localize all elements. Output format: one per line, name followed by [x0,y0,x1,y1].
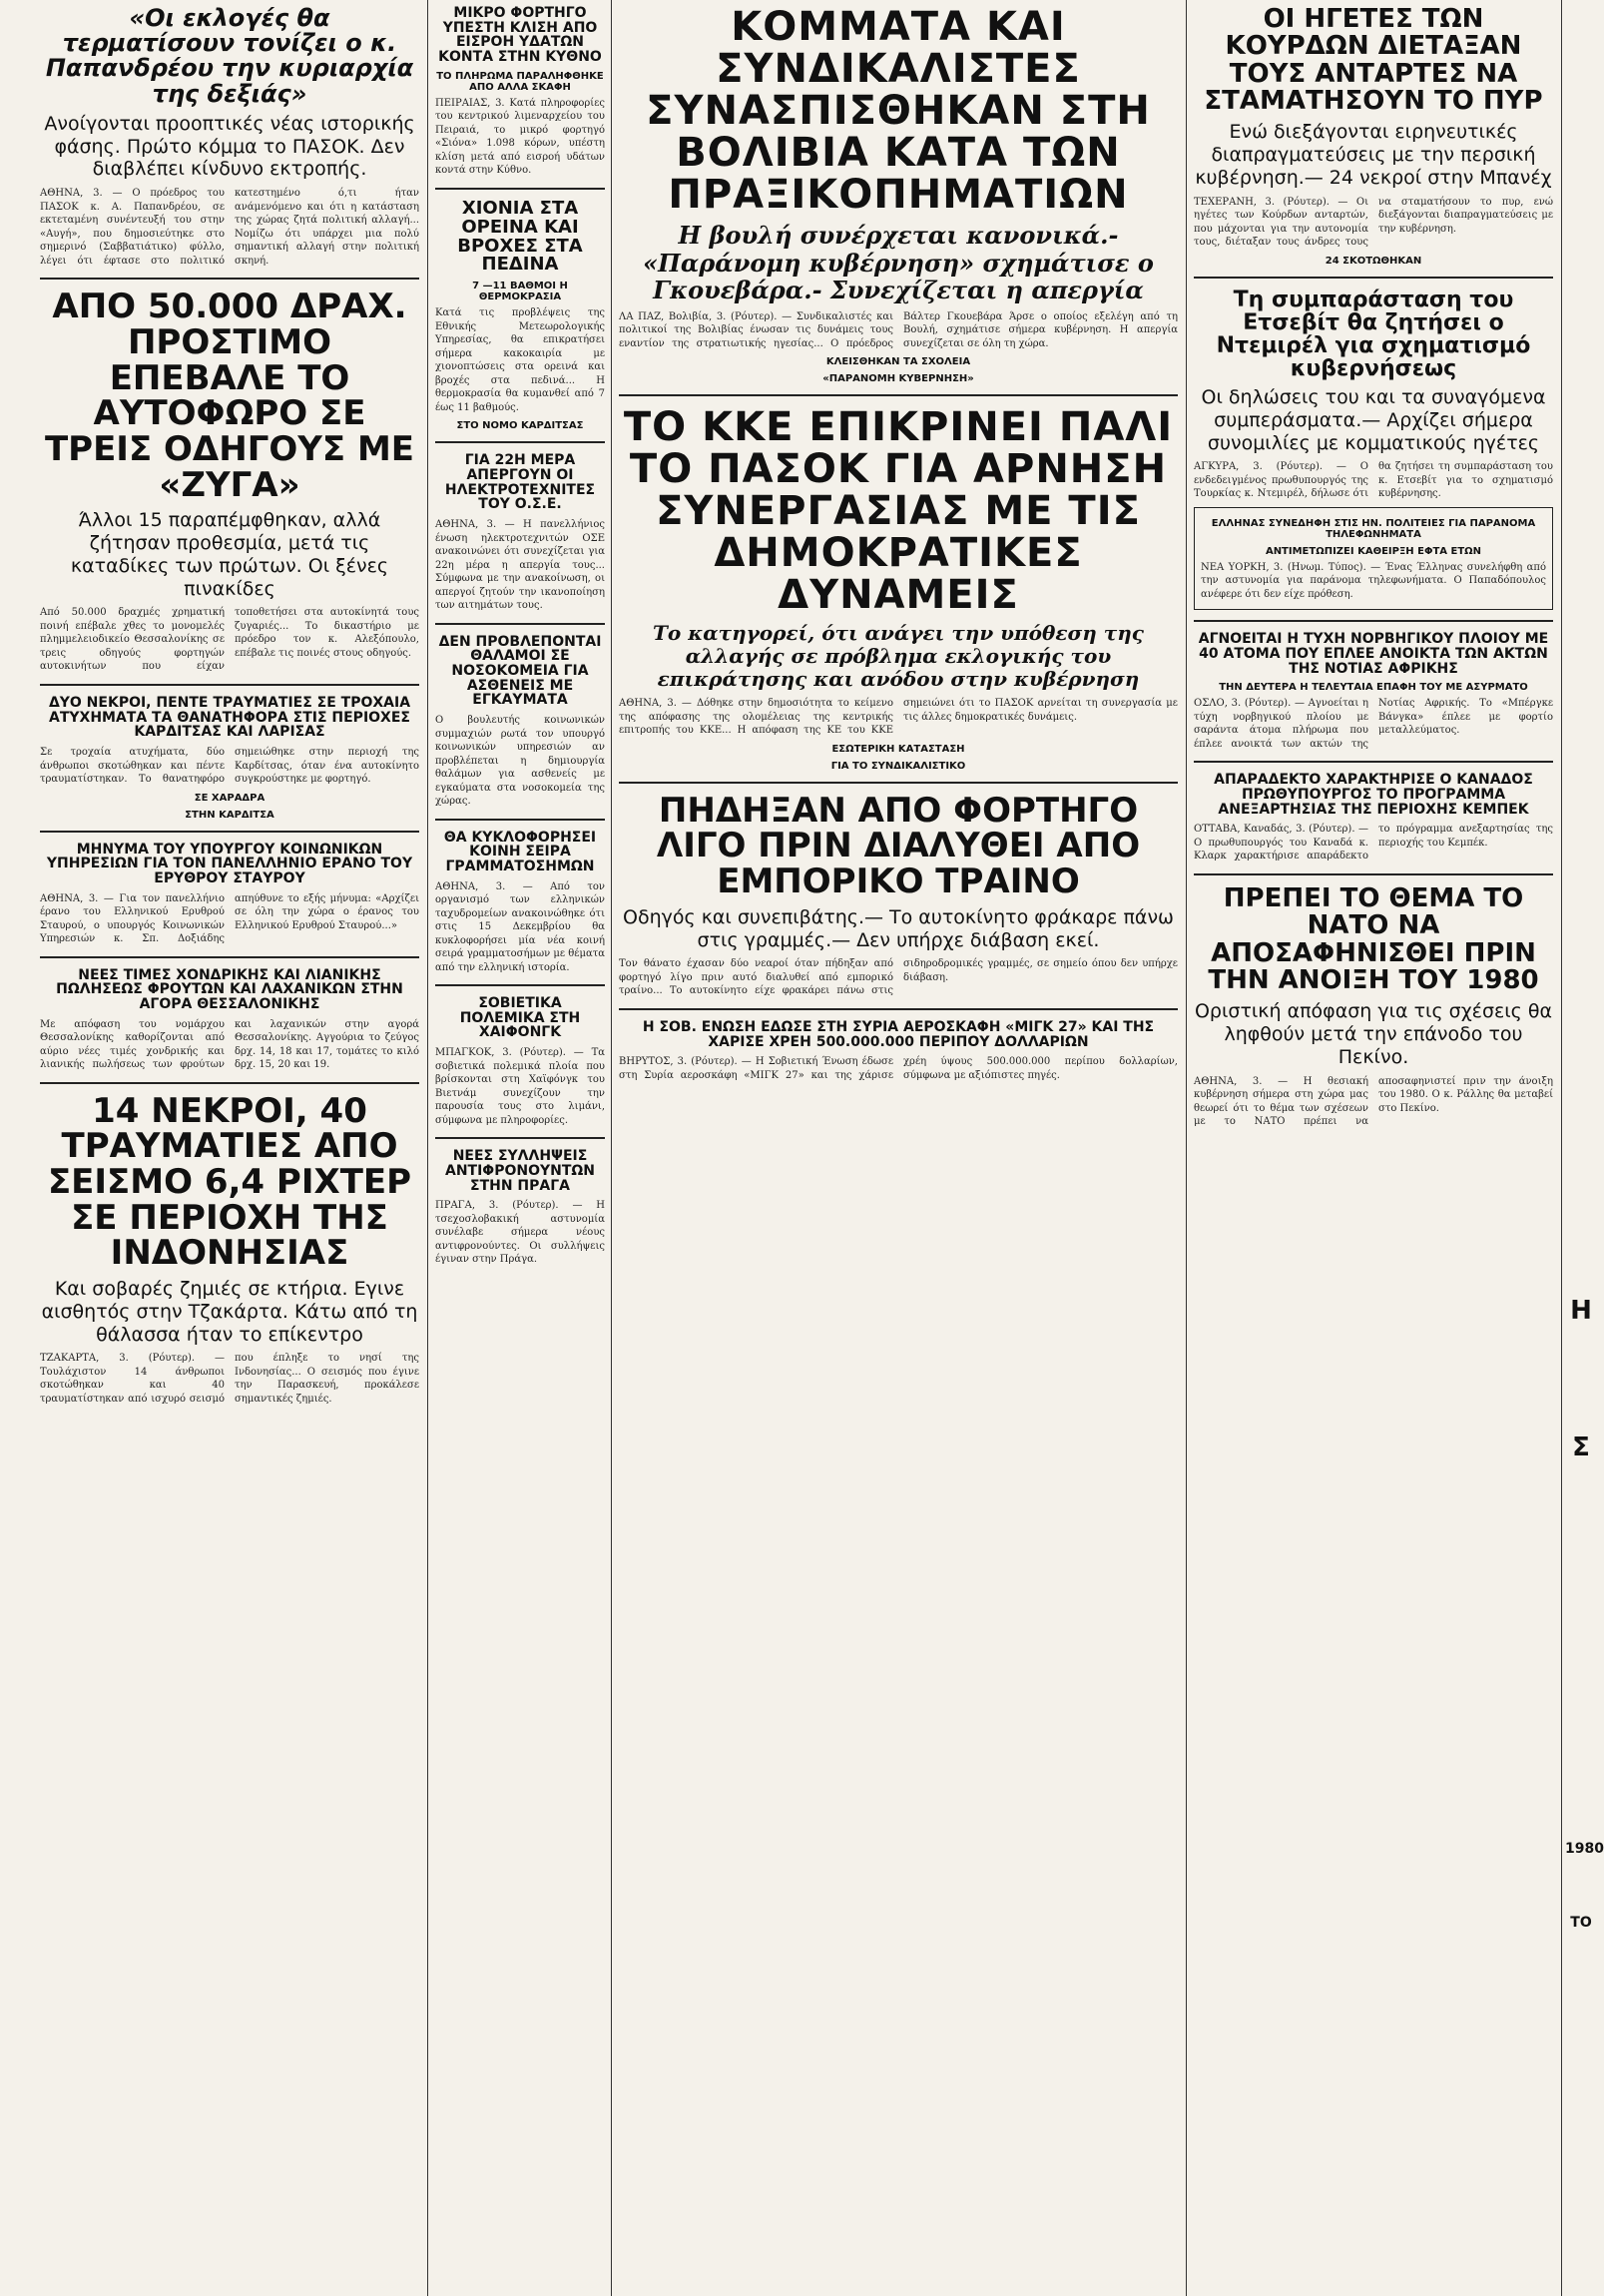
section-label: 7 —11 ΒΑΘΜΟΙ Η ΘΕΡΜΟΚΡΑΣΙΑ [472,281,568,303]
subheadline: Και σοβαρές ζημιές σε κτήρια. Εγινε αισθητός στην Τζακάρτα. Κάτω από τη θάλασσα ήταν το επίκεντρο [41,1278,418,1346]
subheadline: Άλλοι 15 παραπέμφθηκαν, αλλά ζήτησαν προθεσμία, μετά τις καταδίκες των πρώτων. Οι ξένες πινακίδες [70,509,389,600]
article-body: Τον θάνατο έχασαν δύο νεαροί όταν πήδηξαν από φορτηγό λίγο πριν αυτό διαλυθεί από εμπορικό τραίνο... Το αυτοκίνητο είχε φρακάρει πάνω στις σιδηροδρομικές γραμμές, σε σημείο όπου δεν υπήρχε διάβαση. [619,958,1178,997]
subheadline: Οι δηλώσεις του και τα συναγόμενα συμπεράσματα.— Αρχίζει σήμερα συνομιλίες με κομματικούς ηγέτες [1201,385,1546,454]
article-body: Σε τροχαία ατυχήματα, δύο άνθρωποι σκοτώθηκαν και πέντε τραυματίστηκαν. Το θανατηφόρο σημειώθηκε στην περιοχή της Καρδίτσας, όταν ένα αυτοκίνητο συγκρούστηκε με φορτηγό. [40,747,419,786]
headline: ΑΠΑΡΑΔΕΚΤΟ ΧΑΡΑΚΤΗΡΙΣΕ Ο ΚΑΝΑΔΟΣ ΠΡΩΘΥΠΟΥΡΓΟΣ ΤΟ ΠΡΟΓΡΑΜΜΑ ΑΝΕΞΑΡΤΗΣΙΑΣ ΤΗΣ ΠΕΡΙΟΧΗΣ ΚΕΜΠΕΚ [1214,772,1533,818]
headline: ΚΟΜΜΑΤΑ ΚΑΙ ΣΥΝΔΙΚΑΛΙΣΤΕΣ ΣΥΝΑΣΠΙΣΘΗΚΑΝ ΣΤΗ ΒΟΛΙΒΙΑ ΚΑΤΑ ΤΩΝ ΠΡΑΞΙΚΟΠΗΜΑΤΙΩΝ [646,4,1151,218]
divider [40,831,419,833]
edge-fragment: ΤΟ [1570,1915,1592,1932]
article-body: ΑΘΗΝΑ, 3. — Από τον οργανισμό των ελληνικών ταχυδρομείων ανακοινώθηκε ότι στις 15 Δεκεμβρίου θα κυκλοφορήσει μία νέα κοινή σειρά γραμματοσήμων με θέματα από την ελληνική ιστορία. [435,880,605,973]
edge-fragment: Σ [1572,1433,1590,1463]
article-body: ΑΘΗΝΑ, 3. — Δόθηκε στην δημοσιότητα το κείμενο της απόφασης της ολομέλειας της κεντρικής επιτροπής του ΚΚΕ... Η απόφαση της ΚΕ του ΚΚΕ σημειώνει ότι το ΠΑΣΟΚ αρνείται τη συνεργασία με τις άλλες δημοκρατικές δυνάμεις. [619,698,1178,737]
section-label: ΓΙΑ ΤΟ ΣΥΝΔΙΚΑΛΙΣΤΙΚΟ [830,760,966,772]
article-body: Ο βουλευτής κοινωνικών συμμαχιών ρωτά τον υπουργό κοινωνικών υπηρεσιών αν προβλέπεται η δημιουργία θαλάμων για ασθενείς με εγκαύματα στα νοσοκομεία της χώρας. [435,715,605,807]
edge-fragment: 1980 [1565,1840,1604,1857]
article-body: ΟΤΤΑΒΑ, Καναδάς, 3. (Ρόυτερ). — Ο πρωθυπουργός του Καναδά κ. Κλαρκ χαρακτήρισε απαράδεκτο το πρόγραμμα ανεξαρτησίας της περιοχής του Κεμπέκ. [1194,824,1553,862]
headline: ΝΕΕΣ ΣΥΛΛΗΨΕΙΣ ΑΝΤΙΦΡΟΝΟΥΝΤΩΝ ΣΤΗΝ ΠΡΑΓΑ [444,1148,595,1194]
headline: ΠΡΕΠΕΙ ΤΟ ΘΕΜΑ ΤΟ ΝΑΤΟ ΝΑ ΑΠΟΣΑΦΗΝΙΣΘΕΙ ΠΡΙΝ ΤΗΝ ΑΝΟΙΞΗ ΤΟΥ 1980 [1208,882,1539,995]
column-rule [611,0,612,2296]
article-body: ΑΘΗΝΑ, 3. — Για τον πανελλήνιο έρανο του Ελληνικού Ερυθρού Σταυρού, ο υπουργός Κοινωνικών Υπηρεσιών κ. Σπ. Δοξιάδης απηύθυνε το εξής μήνυμα: «Αρχίζει σε όλη την χώρα ο έρανος του Ελληνικού Ερυθρού Σταυρού...» [40,892,419,945]
article-body: ΝΕΑ ΥΟΡΚΗ, 3. (Ηνωμ. Τύπος). — Ένας Έλληνας συνελήφθη από την αστυνομία για παράνομα τηλεφωνήματα. Ο Παπαδόπουλος ανέφερε ότι δεν είχε πρόθεση. [1201,561,1546,600]
divider [40,684,419,686]
article-body: Κατά τις προβλέψεις της Εθνικής Μετεωρολογικής Υπηρεσίας, θα επικρατήσει σήμερα κακοκαιρία με χιονοπτώσεις στα ορεινά και βροχές στα πεδινά... Η θερμοκρασία θα κυμανθεί από 7 έως 11 βαθμούς. [435,307,605,413]
column-5-cropped [1565,0,1604,1937]
headline: 14 ΝΕΚΡΟΙ, 40 ΤΡΑΥΜΑΤΙΕΣ ΑΠΟ ΣΕΙΣΜΟ 6,4 ΡΙΧΤΕΡ ΣΕ ΠΕΡΙΟΧΗ ΤΗΣ ΙΝΔΟΝΗΣΙΑΣ [47,1090,412,1274]
subheadline: Οδηγός και συνεπιβάτης.— Το αυτοκίνητο φράκαρε πάνω στις γραμμές.— Δεν υπήρχε διάβαση εκεί. [623,905,1174,951]
column-rule [1561,0,1562,2296]
headline: ΓΙΑ 22Η ΜΕΡΑ ΑΠΕΡΓΟΥΝ ΟΙ ΗΛΕΚΤΡΟΤΕΧΝΙΤΕΣ ΤΟΥ Ο.Σ.Ε. [444,452,596,513]
headline: ΣΟΒΙΕΤΙΚΑ ΠΟΛΕΜΙΚΑ ΣΤΗ ΧΑΙΦΟΝΓΚ [459,995,581,1041]
edge-fragment: Η [1570,1296,1592,1326]
headline: ΤΟ ΚΚΕ ΕΠΙΚΡΙΝΕΙ ΠΑΛΙ ΤΟ ΠΑΣΟΚ ΓΙΑ ΑΡΝΗΣΗ ΣΥΝΕΡΓΑΣΙΑΣ ΜΕ ΤΙΣ ΔΗΜΟΚΡΑΤΙΚΕΣ ΔΥΝΑΜΕΙΣ [623,404,1174,619]
article-body: ΒΗΡΥΤΟΣ, 3. (Ρόυτερ). — Η Σοβιετική Ένωση έδωσε στη Συρία αεροσκάφη «ΜΙΓΚ 27» και της χάρισε χρέη ύψους 500.000.000 περίπου δολλαρίων, σύμφωνα με αξιόπιστες πηγές. [619,1056,1178,1081]
headline: Τη συμπαράσταση του Ετσεβίτ θα ζητήσει ο Ντεμιρέλ για σχηματισμό κυβερνήσεως [1216,287,1531,381]
section-label: 24 ΣΚΟΤΩΘΗΚΑΝ [1325,255,1422,267]
article-body: ΤΕΧΕΡΑΝΗ, 3. (Ρόυτερ). — Οι ηγέτες των Κούρδων ανταρτών, που μάχονται για την αυτονομία τους, διέταξαν τους άνδρες τους να σταματήσουν το πυρ, ενώ διεξάγονται διαπραγματεύσεις με την κυβέρνηση. [1194,196,1553,249]
headline: ΑΓΝΟΕΙΤΑΙ Η ΤΥΧΗ ΝΟΡΒΗΓΙΚΟΥ ΠΛΟΙΟΥ ΜΕ 40 ΑΤΟΜΑ ΠΟΥ ΕΠΛΕΕ ΑΝΟΙΚΤΑ ΤΩΝ ΑΚΤΩΝ ΤΗΣ ΝΟΤΙΑΣ ΑΦΡΙΚΗΣ [1198,631,1549,677]
article-body: ΑΘΗΝΑ, 3. — Η θεσιακή κυβέρνηση σήμερα στη χώρα μας θεωρεί ότι το θέμα των σχέσεων με το ΝΑΤΟ πρέπει να αποσαφηνιστεί πριν την άνοιξη του 1980. Ο κ. Ράλλης θα μεταβεί στο Πεκίνο. [1194,1075,1553,1128]
article-body: Με απόφαση του νομάρχου Θεσσαλονίκης καθορίζονται από αύριο νέες τιμές χονδρικής και λιανικής πωλήσεως των φρούτων και λαχανικών στην αγορά Θεσσαλονίκης. Αγγούρια το ζεύγος δρχ. 14, 18 και 17, τομάτες το κιλό δρχ. 15, 20 και 19. [40,1018,419,1071]
divider [435,819,605,821]
divider [40,956,419,958]
divider [619,1008,1178,1010]
headline: ΟΙ ΗΓΕΤΕΣ ΤΩΝ ΚΟΥΡΔΩΝ ΔΙΕΤΑΞΑΝ ΤΟΥΣ ΑΝΤΑΡΤΕΣ ΝΑ ΣΤΑΜΑΤΗΣΟΥΝ ΤΟ ΠΥΡ [1204,4,1543,116]
divider [1194,873,1553,875]
subheadline: Ενώ διεξάγονται ειρηνευτικές διαπραγματεύσεις με την περσική κυβέρνηση.— 24 νεκροί στην Μπανέχ [1195,121,1552,189]
article-body: ΑΘΗΝΑ, 3. — Η πανελλήνιος ένωση ηλεκτροτεχνιτών ΟΣΕ ανακοινώνει ότι συνεχίζεται για 22η μέρα η απεργία τους... Σύμφωνα με την ανακοίνωση, οι απεργοί ζητούν την ικανοποίηση των αιτημάτων τους. [435,519,605,612]
divider [619,394,1178,396]
section-label: «ΠΑΡΑΝΟΜΗ ΚΥΒΕΡΝΗΣΗ» [822,373,974,385]
section-label: ΚΛΕΙΣΘΗΚΑΝ ΤΑ ΣΧΟΛΕΙΑ [825,356,971,368]
subheadline: Η βουλή συνέρχεται κανονικά.- «Παράνομη κυβέρνηση» σχημάτισε ο Γκουεβάρα.- Συνεχίζεται η απεργία [643,221,1154,305]
column-4 [1194,0,1553,1133]
headline: ΘΑ ΚΥΚΛΟΦΟΡΗΣΕΙ ΚΟΙΝΗ ΣΕΙΡΑ ΓΡΑΜΜΑΤΟΣΗΜΩΝ [443,829,597,874]
subheadline: Το κατηγορεί, ότι ανάγει την υπόθεση της αλλαγής σε πρόβλημα εκλογικής του επικράτησης και ανόδου στην κυβέρνηση [653,621,1144,692]
article-body: ΠΡΑΓΑ, 3. (Ρόυτερ). — Η τσεχοσλοβακική αστυνομία συνέλαβε σήμερα νέους αντιφρονούντες. Οι συλλήψεις έγιναν στην Πράγα. [435,1200,605,1266]
subheadline: ΤΗΝ ΔΕΥΤΕΡΑ Η ΤΕΛΕΥΤΑΙΑ ΕΠΑΦΗ ΤΟΥ ΜΕ ΑΣΥΡΜΑΤΟ [1219,682,1528,694]
column-rule [1186,0,1187,2296]
article-body: ΛΑ ΠΑΖ, Βολιβία, 3. (Ρόυτερ). — Συνδικαλιστές και πολιτικοί της Βολιβίας ένωσαν τις δυνάμεις τους εναντίον της στρατιωτικής ηγεσίας... Ο πρόεδρος Βάλτερ Γκουεβάρα Άρσε ο οποίος εξελέγη από τη Βουλή, σχημάτισε σήμερα κυβέρνηση. Η απεργία συνεχίζεται σε όλη τη χώρα. [619,310,1178,349]
article-body: ΑΘΗΝΑ, 3. — Ο πρόεδρος του ΠΑΣΟΚ κ. Α. Παπανδρέου, σε εκτεταμένη συνέντευξή του στην «Αυγή», που δημοσιεύτηκε στο σημερινό (Σαββατιάτικο) φύλλο, λέγει ότι έφτασε στο πολιτικό κατεστημένο ό,τι ήταν ανάμενόμενο και ότι η κατάσταση της χώρας ζητά πολιτική αλλαγή... Νομίζω ότι υπάρχει μια πολύ σημαντική αλλαγή στην πολιτική σκηνή. [40,188,419,267]
article-body: Από 50.000 δραχμές χρηματική ποινή επέβαλε χθες το μονομελές πλημμελειοδικείο Θεσσαλονίκης σε τρεις οδηγούς φορτηγών αυτοκινήτων που είχαν τοποθετήσει στα αυτοκίνητά τους ζυγαριές... Το δικαστήριο με πρόεδρο τον κ. Αλεξόπουλο, επέβαλε τις ποινές στους οδηγούς. [40,607,419,673]
column-3 [619,0,1178,1086]
article-body: ΤΖΑΚΑΡΤΑ, 3. (Ρόυτερ). — Τουλάχιστον 14 άνθρωποι σκοτώθηκαν και 40 τραυματίστηκαν από ισχυρό σεισμό που έπληξε το νησί της Ινδονησίας... Ο σεισμός που έγινε την Παρασκευή, προκάλεσε σημαντικές ζημιές. [40,1353,419,1405]
headline: ΜΗΝΥΜΑ ΤΟΥ ΥΠΟΥΡΓΟΥ ΚΟΙΝΩΝΙΚΩΝ ΥΠΗΡΕΣΙΩΝ ΓΙΑ ΤΟΝ ΠΑΝΕΛΛΗΝΙΟ ΕΡΑΝΟ ΤΟΥ ΕΡΥΘΡΟΥ ΣΤΑΥΡΟΥ [46,841,413,886]
headline: ΧΙΟΝΙΑ ΣΤΑ ΟΡΕΙΝΑ ΚΑΙ ΒΡΟΧΕΣ ΣΤΑ ΠΕΔΙΝΑ [457,197,583,276]
column-1 [40,0,419,1410]
headline: ΜΙΚΡΟ ΦΟΡΤΗΓΟ ΥΠΕΣΤΗ ΚΛΙΣΗ ΑΠΟ ΕΙΣΡΟΗ ΥΔΑΤΩΝ ΚΟΝΤΑ ΣΤΗΝ ΚΥΘΝΟ [438,5,602,66]
headline: ΕΛΛΗΝΑΣ ΣΥΝΕΔΗΦΗ ΣΤΙΣ ΗΝ. ΠΟΛΙΤΕΙΕΣ ΓΙΑ ΠΑΡΑΝΟΜΑ ΤΗΛΕΦΩΝΗΜΑΤΑ [1211,517,1536,540]
divider [40,1082,419,1084]
headline: ΔΥΟ ΝΕΚΡΟΙ, ΠΕΝΤΕ ΤΡΑΥΜΑΤΙΕΣ ΣΕ ΤΡΟΧΑΙΑ ΑΤΥΧΗΜΑΤΑ ΤΑ ΘΑΝΑΤΗΦΟΡΑ ΣΤΙΣ ΠΕΡΙΟΧΕΣ ΚΑΡΔΙΤΣΑΣ ΚΑΙ ΛΑΡΙΣΑΣ [48,694,411,741]
subheadline: Οριστική απόφαση για τις σχέσεις θα ληφθούν μετά την επάνοδο του Πεκίνο. [1194,1000,1553,1068]
divider [619,782,1178,784]
section-label: ΣΤΗΝ ΚΑΡΔΙΤΣΑ [185,809,274,821]
headline: Η ΣΟΒ. ΕΝΩΣΗ ΕΔΩΣΕ ΣΤΗ ΣΥΡΙΑ ΑΕΡΟΣΚΑΦΗ «ΜΙΓΚ 27» ΚΑΙ ΤΗΣ ΧΑΡΙΣΕ ΧΡΕΗ 500.000.000 ΠΕΡΙΠΟΥ ΔΟΛΛΑΡΙΩΝ [642,1018,1155,1050]
section-label: ΤΟ ΠΛΗΡΩΜΑ ΠΑΡΑΛΗΦΘΗΚΕ ΑΠΟ ΑΛΛΑ ΣΚΑΦΗ [436,70,604,93]
headline: ΔΕΝ ΠΡΟΒΛΕΠΟΝΤΑΙ ΘΑΛΑΜΟΙ ΣΕ ΝΟΣΟΚΟΜΕΙΑ ΓΙΑ ΑΣΘΕΝΕΙΣ ΜΕ ΕΓΚΑΥΜΑΤΑ [438,633,602,709]
boxed-article [1194,507,1553,611]
divider [1194,761,1553,763]
divider [435,984,605,986]
divider [40,278,419,280]
article-body: ΜΠΑΓΚΟΚ, 3. (Ρόυτερ). — Τα σοβιετικά πολεμικά πλοία που βρίσκονται στη Χαϊφόνγκ του Βιετνάμ συνεχίζουν την παρουσία τους στο λιμάνι, σύμφωνα με πληροφορίες. [435,1047,605,1126]
divider [435,623,605,625]
divider [435,441,605,443]
headline: ΑΠΟ 50.000 ΔΡΑΧ. ΠΡΟΣΤΙΜΟ ΕΠΕΒΑΛΕ ΤΟ ΑΥΤΟΦΩΡΟ ΣΕ ΤΡΕΙΣ ΟΔΗΓΟΥΣ ΜΕ «ΖΥΓΑ» [44,287,415,505]
section-label: ΣΤΟ ΝΟΜΟ ΚΑΡΔΙΤΣΑΣ [456,420,584,432]
article-body: ΠΕΙΡΑΙΑΣ, 3. Κατά πληροφορίες του κεντρικού λιμεναρχείου του Πειραιά, το μικρό φορτηγό «Σιόνα» 1.098 κόρων, υπέστη κλίση μετά από εισροή υδάτων κοντά στην Κύθνο. [435,97,605,177]
subheadline: Ανοίγονται προοπτικές νέας ιστορικής φάσης. Πρώτο κόμμα το ΠΑΣΟΚ. Δεν διαβλέπει κίνδυνο εκτροπής. [44,112,415,181]
article-body: ΟΣΛΟ, 3. (Ρόυτερ). — Αγνοείται η τύχη νορβηγικού πλοίου με σαράντα άτομα πλήρωμα που έπλεε ανοικτά των ακτών της Νοτίας Αφρικής. Το «Μπέργκε Βάνγκα» έπλεε με φορτίο μεταλλεύματος. [1194,698,1553,750]
column-2 [435,0,605,1271]
divider [1194,620,1553,622]
subheadline: ΑΝΤΙΜΕΤΩΠΙΖΕΙ ΚΑΘΕΙΡΞΗ ΕΦΤΑ ΕΤΩΝ [1265,545,1482,557]
divider [435,1137,605,1139]
column-rule [427,0,428,2296]
divider [1194,277,1553,279]
headline: «Οι εκλογές θα τερματίσουν τονίζει ο κ. Παπανδρέου την κυριαρχία της δεξιάς» [45,4,414,108]
headline: ΠΗΔΗΞΑΝ ΑΠΟ ΦΟΡΤΗΓΟ ΛΙΓΟ ΠΡΙΝ ΔΙΑΛΥΘΕΙ ΑΠΟ ΕΜΠΟΡΙΚΟ ΤΡΑΙΝΟ [656,790,1141,902]
section-label: ΣΕ ΧΑΡΑΔΡΑ [194,792,266,804]
divider [435,188,605,190]
headline: ΝΕΕΣ ΤΙΜΕΣ ΧΟΝΔΡΙΚΗΣ ΚΑΙ ΛΙΑΝΙΚΗΣ ΠΩΛΗΣΕΩΣ ΦΡΟΥΤΩΝ ΚΑΙ ΛΑΧΑΝΙΚΩΝ ΣΤΗΝ ΑΓΟΡΑ ΘΕΣΣΑΛΟΝΙΚΗΣ [56,966,403,1012]
section-label: ΕΣΩΤΕΡΙΚΗ ΚΑΤΑΣΤΑΣΗ [831,743,965,755]
article-body: ΑΓΚΥΡΑ, 3. (Ρόυτερ). — Ο ενδεδειγμένος πρωθυπουργός της Τουρκίας κ. Ντεμιρέλ, δήλωσε ότι θα ζητήσει τη συμπαράσταση του κ. Ετσεβίτ για το σχηματισμό κυβέρνησης. [1194,461,1553,500]
